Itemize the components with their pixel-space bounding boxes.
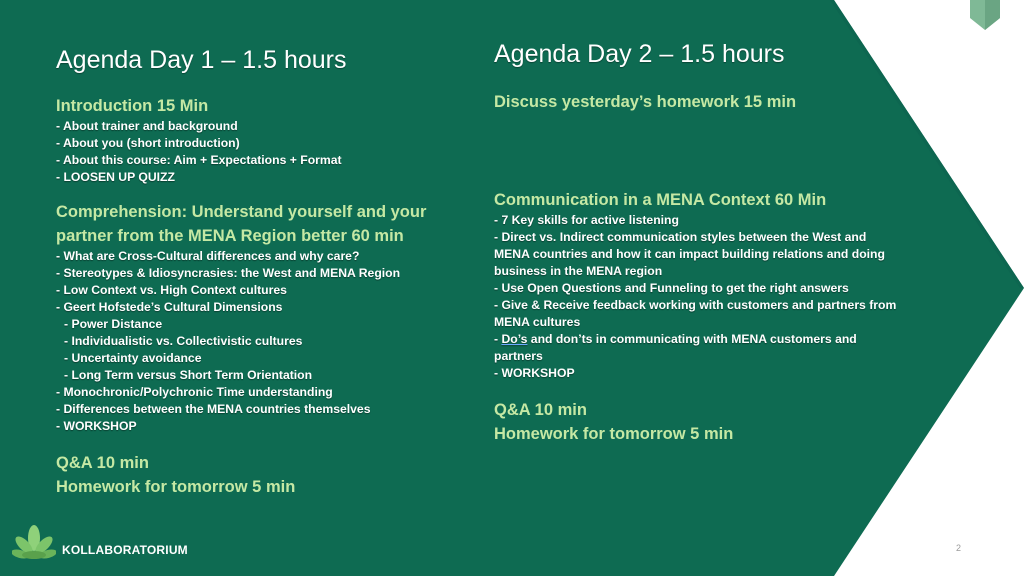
day1-homework: Homework for tomorrow 5 min (56, 478, 296, 496)
lotus-icon (12, 524, 56, 564)
list-item: - Direct vs. Indirect communication styles between the West and (494, 230, 867, 244)
list-item: - What are Cross-Cultural differences and why care? (56, 249, 360, 263)
dos-rest: and don’ts in communicating with MENA customers and (527, 332, 857, 346)
list-item: - WORKSHOP (494, 366, 575, 380)
day2-discuss-heading: Discuss yesterday’s homework 15 min (494, 93, 797, 111)
list-item: MENA countries and how it can impact building relations and doing (494, 247, 885, 261)
list-item: - Give & Receive feedback working with customers and partners from (494, 298, 897, 312)
day1-comprehension-list (56, 248, 456, 435)
day2-column (494, 38, 914, 446)
page-number: 2 (956, 543, 962, 553)
list-item: - Power Distance (64, 317, 163, 331)
list-item: - About this course: Aim + Expectations + Format (56, 153, 342, 167)
list-item: - Stereotypes & Idiosyncrasies: the West and MENA Region (56, 266, 401, 280)
day2-qa: Q&A 10 min (494, 401, 587, 419)
brand-name: KOLLABORATORIUM (62, 543, 188, 557)
list-item: business in the MENA region (494, 264, 663, 278)
list-item: MENA cultures (494, 315, 581, 329)
day1-qa: Q&A 10 min (56, 454, 149, 472)
list-item: - 7 Key skills for active listening (494, 213, 679, 227)
heading-line: partner from the MENA Region better 60 min (56, 227, 404, 245)
day2-communication-list (494, 212, 914, 382)
list-item: - Uncertainty avoidance (64, 351, 202, 365)
day1-column (56, 44, 456, 499)
day2-communication-heading: Communication in a MENA Context 60 Min (494, 191, 827, 209)
list-item: partners (494, 349, 543, 363)
leaf-icon (970, 0, 1000, 30)
list-item (494, 331, 914, 348)
list-item: - WORKSHOP (56, 419, 137, 433)
list-item: - About you (short introduction) (56, 136, 240, 150)
list-item: - Low Context vs. High Context cultures (56, 283, 287, 297)
list-item: - Long Term versus Short Term Orientation (64, 368, 313, 382)
day2-homework: Homework for tomorrow 5 min (494, 425, 734, 443)
day1-title: Agenda Day 1 – 1.5 hours (56, 46, 347, 74)
list-item: - LOOSEN UP QUIZZ (56, 170, 175, 184)
list-item: - Differences between the MENA countries themselves (56, 402, 371, 416)
list-item: - Use Open Questions and Funneling to get the right answers (494, 281, 849, 295)
list-item: - Individualistic vs. Collectivistic cultures (64, 334, 303, 348)
dash-prefix: - (494, 332, 502, 346)
day2-title: Agenda Day 2 – 1.5 hours (494, 40, 785, 68)
list-item: - Geert Hofstede’s Cultural Dimensions (56, 300, 283, 314)
list-item: - Monochronic/Polychronic Time understanding (56, 385, 333, 399)
day1-comprehension-heading (56, 200, 456, 248)
heading-line: Comprehension: Understand yourself and your (56, 203, 427, 221)
dos-word: Do’s (501, 332, 528, 346)
day1-intro-heading: Introduction 15 Min (56, 97, 209, 115)
day1-intro-list (56, 118, 456, 186)
list-item: - About trainer and background (56, 119, 238, 133)
